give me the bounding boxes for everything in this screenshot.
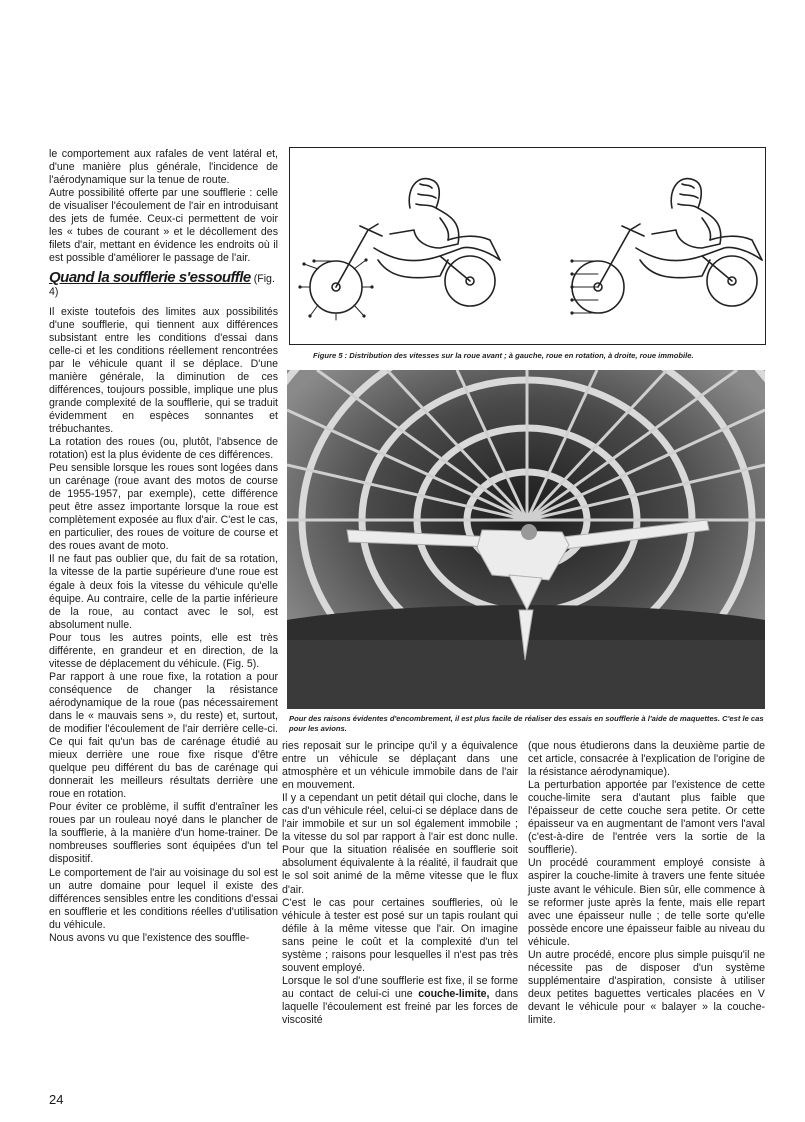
paragraph: Nous avons vu que l'existence des souffle- (49, 931, 250, 944)
paragraph: ries reposait sur le principe qu'il y a équivalence entre un véhicule se déplaçant dans une atmosphère et un véhicule immobile dans de l'air en mouvement. (282, 740, 518, 792)
paragraph: C'est le cas pour certaines souffleries, où le véhicule à tester est posé sur un tapis roulant qui défile à la même vitesse que l'air. On imagine sans peine le coût et la complexité d'un tel système ; raisons pour lesquelles il n'est pas très souvent employé. (282, 896, 518, 974)
left-column (49, 148, 278, 945)
paragraph: Un procédé couramment employé consiste à aspirer la couche-limite à travers une fente située juste avant le véhicule. Bien sûr, elle commence à se reformer juste après la fente, mais elle repart avec une épaisseur nulle ; de telle sorte qu'elle possède encore une épaisseur faible au niveau du véhicule. (528, 857, 765, 948)
paragraph: Pour tous les autres points, elle est très différente, en grandeur et en direction, de la vitesse de déplacement du véhicule. (Fig. 5). (49, 631, 278, 670)
paragraph (282, 975, 518, 1027)
wind-tunnel-photo (287, 370, 765, 709)
paragraph-text: Lorsque le sol d'une soufflerie est fixe, il se forme au contact de celui-ci une (282, 974, 518, 1000)
paragraph: Il existe toutefois des limites aux possibilités d'une soufflerie, qui tiennent aux différences subsistant entre les conditions d'essai dans celle-ci et les conditions réellement rencontrées par le véhicule quant il se déplace. D'une manière générale, la diminution de ces différences, toujours possible, implique une plus grande complexité de la soufflerie, qui se traduit évidemment en espèces sonnantes et trébuchantes. (49, 305, 278, 435)
paragraph: Par rapport à une roue fixe, la rotation a pour conséquence de changer la résistance aérodynamique de la roue (pas nécessairement dans le « mauvais sens », du reste) et, surtout, de modifier l'écoulement de l'air derrière celle-ci. Ce qui fait qu'un bas de carénage étudié au mieux derrière une roue fixe risque d'être quelque peu différent du bas de carénage qui donnerait les meilleurs résultats derrière une roue en rotation. (49, 670, 278, 801)
section-heading-figref: (Fig. 4) (49, 273, 275, 299)
paragraph: (que nous étudierons dans la deuxième partie de cet article, consacrée à l'explication de l'origine de la résistance aérodynamique). (528, 740, 765, 779)
right-column (528, 740, 765, 1027)
paragraph-text: dans laquelle l'écoulement est freiné par les forces de viscosité (282, 987, 519, 1026)
motorcycle-drawings (290, 148, 765, 344)
paragraph: le comportement aux rafales de vent latéral et, d'une manière plus générale, l'incidence de l'aérodynamique sur la tenue de route. (49, 148, 278, 187)
motorcycle-fixed-wheel-icon (572, 179, 762, 313)
paragraph: Autre possibilité offerte par une soufflerie : celle de visualiser l'écoulement de l'air en introduisant des jets de fumée. Ceux-ci permettent de voir les « tubes de courant » et le décollement des filets d'air, mettant en évidence les endroits où il est possible d'améliorer le passage de l'air. (49, 187, 278, 265)
motorcycle-rotating-wheel-icon (310, 179, 500, 313)
figure-5-caption: Figure 5 : Distribution des vitesses sur la roue avant ; à gauche, roue en rotation, à droite, roue immobile. (313, 351, 694, 360)
keyword-couche-limite: couche-limite, (418, 987, 490, 1000)
paragraph: Pour éviter ce problème, il suffit d'entraîner les roues par un rouleau noyé dans le plancher de la soufflerie, à la manière d'un home-trainer. De nombreuses souffleries sont équipées d'un tel dispositif. (49, 801, 278, 866)
paragraph: La perturbation apportée par l'existence de cette couche-limite sera d'autant plus faible que l'épaisseur de cette couche sera petite. Or cette épaisseur va en augmentant de l'amont vers l'aval (c'est-à-dire de l'entrée vers la sortie de la soufflerie). (528, 779, 765, 857)
section-heading-title: Quand la soufflerie s'essouffle (49, 269, 251, 287)
paragraph: Il y a cependant un petit détail qui cloche, dans le cas d'un véhicule réel, celui-ci se déplace dans de l'air immobile et sur un sol également immobile ; la vitesse du sol par rapport à l'air est donc nulle. Pour que la situation réalisée en soufflerie soit absolument équivalente à la réalité, il faudrait que le sol soit animé de la même vitesse que le flux d'air. (282, 792, 518, 896)
middle-column (282, 740, 518, 1027)
photo-caption: Pour des raisons évidentes d'encombrement, il est plus facile de réaliser des essais en soufflerie à l'aide de maquettes. C'est le cas pour les avions. (289, 714, 764, 733)
page-number: 24 (49, 1092, 64, 1107)
section-heading (49, 271, 278, 299)
wind-tunnel-airplane-image (287, 370, 765, 709)
paragraph: Un autre procédé, encore plus simple puisqu'il ne nécessite pas de disposer d'un système supplémentaire d'aspiration, consiste à utiliser deux petites baguettes verticales placées en V devant le véhicule pour « balayer » la couche-limite. (528, 948, 765, 1026)
figure-5-illustration (289, 147, 766, 345)
paragraph: Peu sensible lorsque les roues sont logées dans un carénage (roue avant des motos de course de 1955-1957, par exemple), cette différence peut être assez importante lorsque la roue est complètement exposée au flux d'air. C'est le cas, en particulier, des roues de voiture de course et des roues avant de moto. (49, 462, 278, 553)
paragraph: Il ne faut pas oublier que, du fait de sa rotation, la vitesse de la partie supérieure d'une roue est égale à deux fois la vitesse du véhicule qu'elle équipe. Au contraire, celle de la partie inférieure de la roue, au contact avec le sol, est absolument nulle. (49, 553, 278, 631)
paragraph: La rotation des roues (ou, plutôt, l'absence de rotation) est la plus évidente de ces différences. (49, 435, 278, 462)
paragraph: Le comportement de l'air au voisinage du sol est un autre domaine pour lequel il existe des différences sensibles entre les conditions d'essai en soufflerie et les conditions réelles d'utilisation du véhicule. (49, 866, 278, 931)
